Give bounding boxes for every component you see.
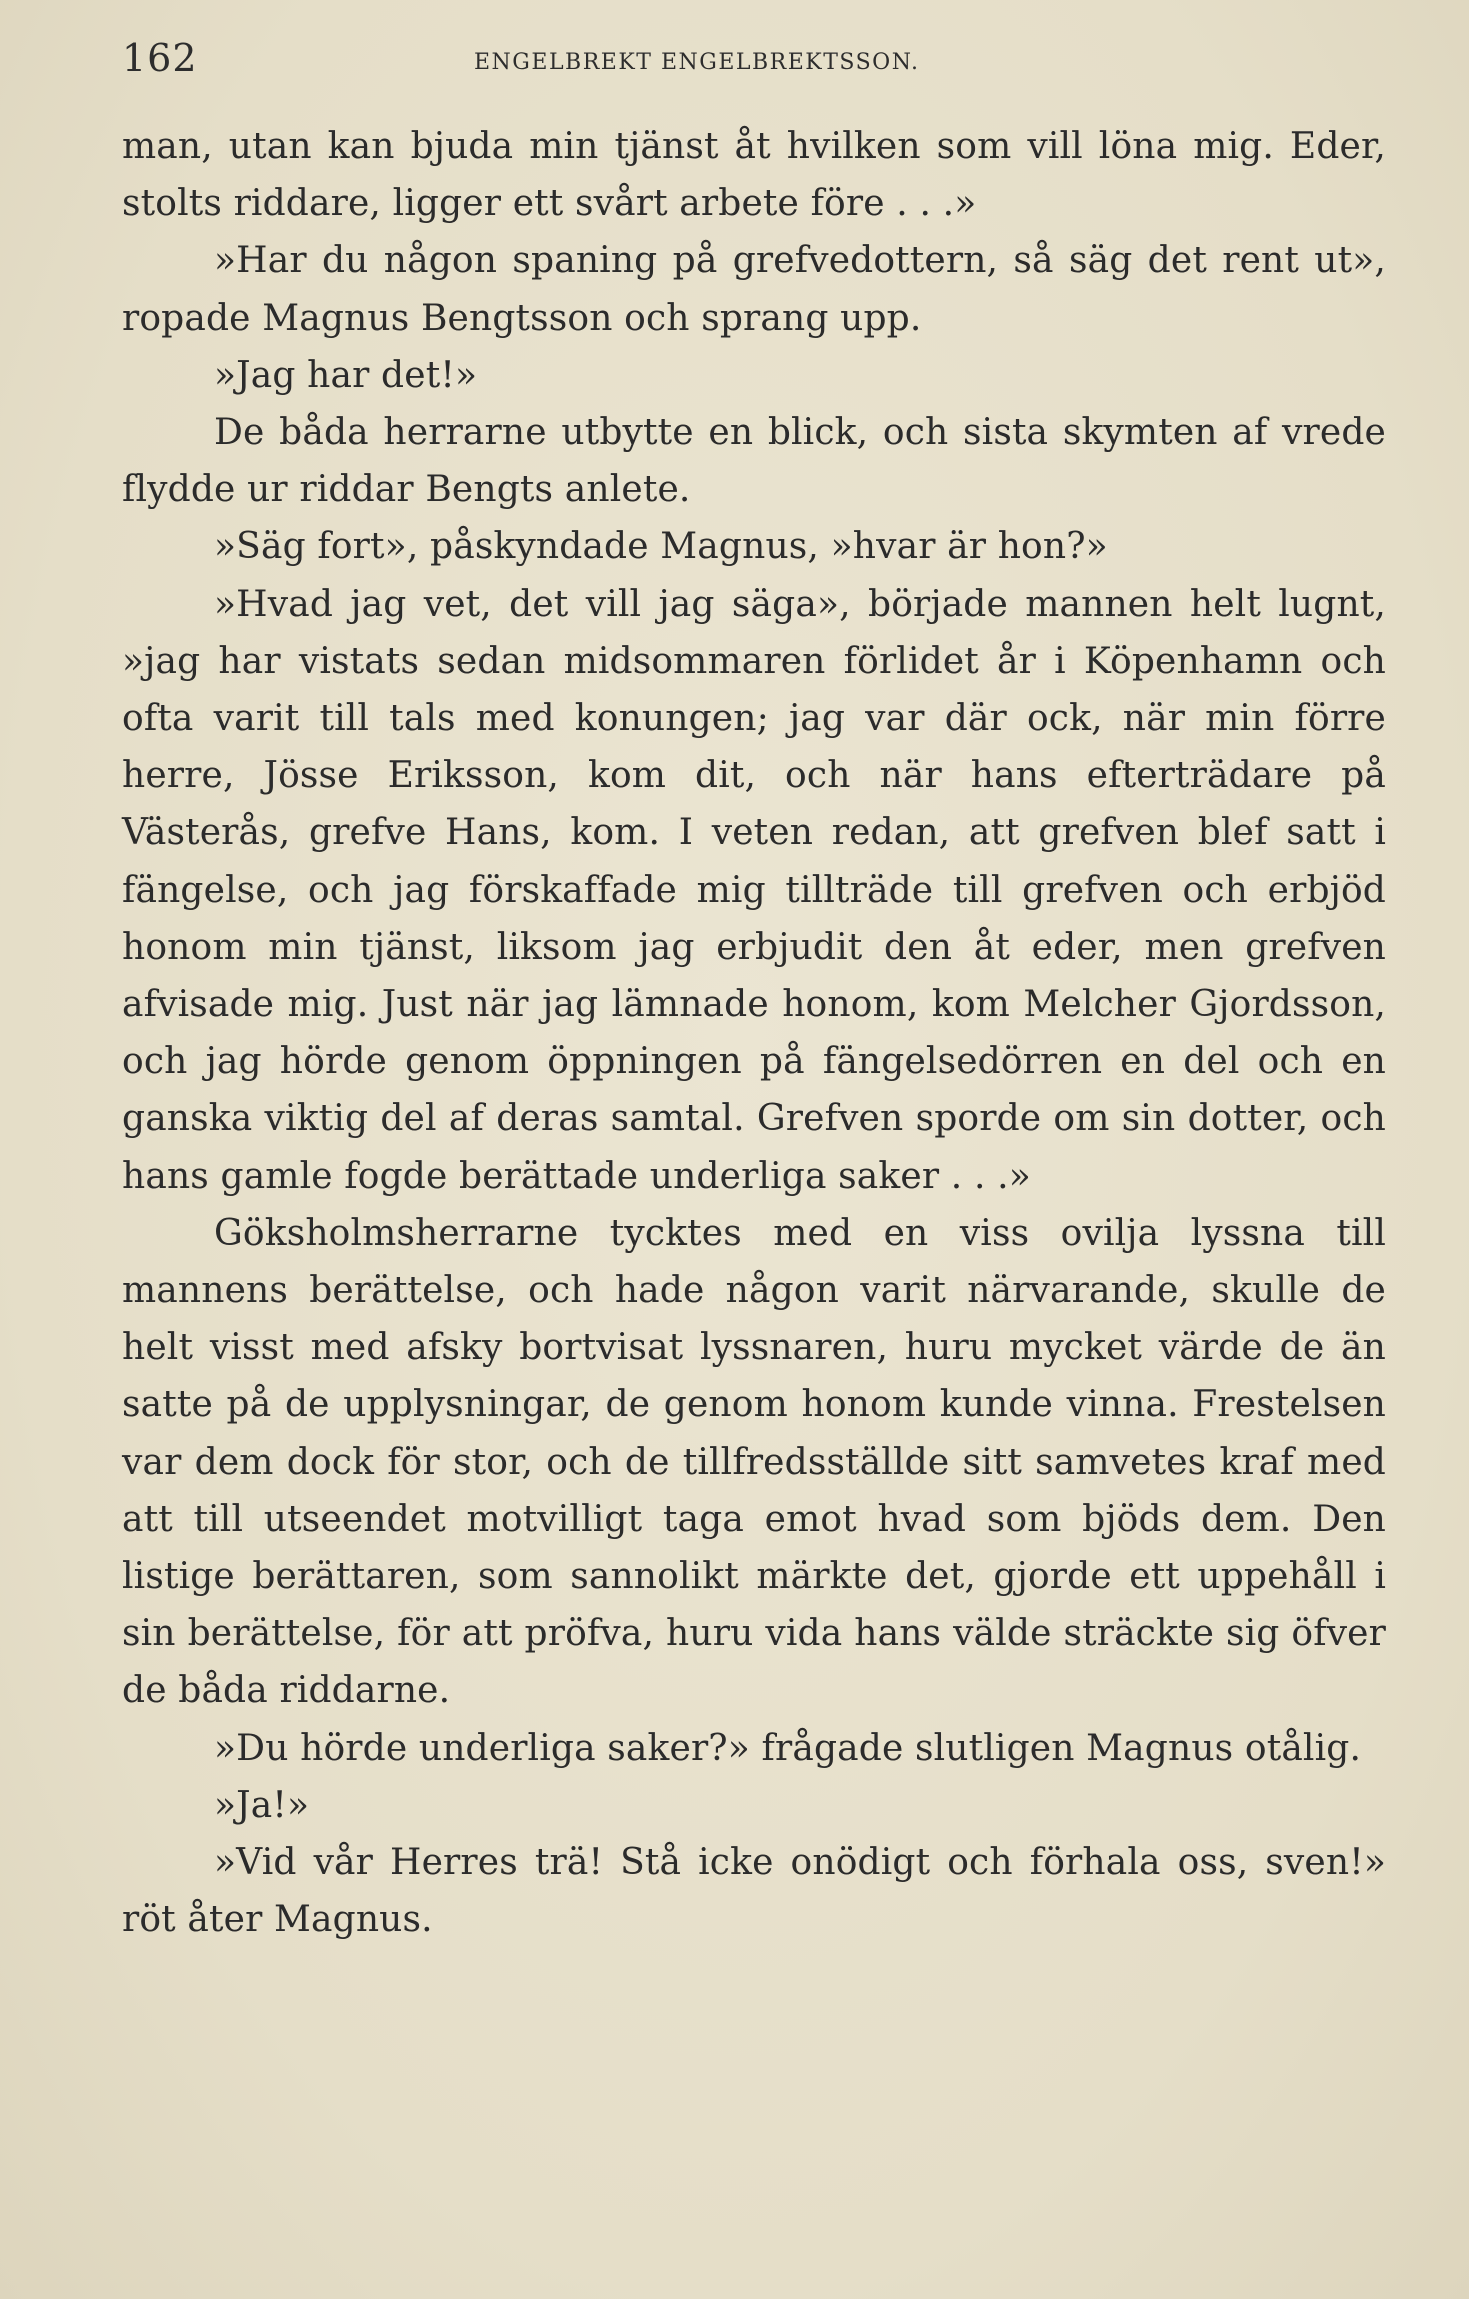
paragraph: Göksholmsherrarne tycktes med en viss ovilja lyssna till mannens berättelse, och hade någon varit närvarande, skulle de helt visst med afsky bortvisat lyssnaren, huru mycket värde de än satte på de upplysningar, de genom honom kunde vinna. Frestelsen var dem dock för stor, och de tillfredsställde sitt samvetes kraf med att till utseendet motvilligt taga emot hvad som bjöds dem. Den listige berättaren, som sannolikt märkte det, gjorde ett uppehåll i sin berättelse, för att pröfva, huru vida hans välde sträckte sig öfver de båda riddarne. — [122, 1212, 1386, 1712]
paragraph-continuation: man, utan kan bjuda min tjänst åt hvilken som vill löna mig. Eder, stolts riddare, ligger ett svårt arbete före . . .» — [122, 126, 1386, 225]
paragraph: »Hvad jag vet, det vill jag säga», började mannen helt lugnt, »jag har vistats sedan midsommaren förlidet år i Köpenhamn och ofta varit till tals med konungen; jag var där ock, när min förre herre, Jösse Eriksson, kom dit, och när hans efterträdare på Västerås, grefve Hans, kom. I veten redan, att grefven blef satt i fängelse, och jag förskaffade mig tillträde till grefven och erbjöd honom min tjänst, liksom jag erbjudit den åt eder, men grefven afvisade mig. Just när jag lämnade honom, kom Melcher Gjordsson, och jag hörde genom öppningen på fängelsedörren en del och en ganska viktig del af deras samtal. Grefven sporde om sin dotter, och hans gamle fogde berättade underliga saker . . .» — [122, 583, 1386, 1197]
paragraph: »Har du någon spaning på grefvedottern, så säg det rent ut», ropade Magnus Bengtsson och sprang upp. — [122, 240, 1386, 339]
paragraph: De båda herrarne utbytte en blick, och sista skymten af vrede flydde ur riddar Bengts anlete. — [122, 412, 1386, 511]
running-head — [122, 36, 1386, 86]
paragraph: »Säg fort», påskyndade Magnus, »hvar är hon?» — [214, 526, 1108, 568]
body-text — [122, 118, 1386, 1949]
page-number: 162 — [122, 36, 198, 80]
paragraph: »Du hörde underliga saker?» frågade slutligen Magnus otålig. — [214, 1727, 1362, 1769]
paragraph: »Ja!» — [214, 1784, 310, 1826]
paragraph: »Vid vår Herres trä! Stå icke onödigt och förhala oss, sven!» röt åter Magnus. — [122, 1842, 1386, 1941]
paragraph: »Jag har det!» — [214, 354, 478, 396]
running-title: ENGELBREKT ENGELBREKTSSON. — [474, 50, 920, 75]
